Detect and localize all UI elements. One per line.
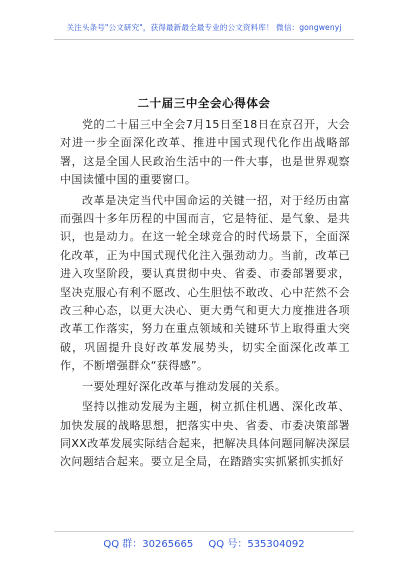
header-promo-note: 关注头条号"公文研究"，获得最新最全最专业的公文资料库！ 微信：gongwenyj [66,23,342,32]
paragraph-reform: 改革是决定当代中国命运的关键一招，对于经历由富而强四十多年历程的中国而言，它是特征、是气象、是共识，也是动力。在这一轮全球竞合的时代场景下，全面深化改革，正为中国式现代化注入强劲动力。当前，改革已进入攻坚阶段，要认真贯彻中央、省委、市委部署要求，坚决克服心有利不愿改、心生胆怯不敢改、心中茫然不会改三种心态，以更大决心、更大勇气和更大力度推进各项改革工作落实，努力在重点领域和关键环节上取得重大突破，巩固提升良好改革发展势头，切实全面深化改革工作，不断增强群众“获得感”。 [60,193,350,373]
qq-group-number: QQ 群：30265665 [103,539,194,550]
document-body [60,116,350,474]
paragraph-intro: 党的二十届三中全会7月15日至18日在京召开，大会对进一步全面深化改革、推进中国式现代化作出战略部署，这是全国人民政治生活中的一件大事，也是世界观察中国读懂中国的重要窗口。 [60,118,350,187]
document-title: 二十届三中全会心得体会 [137,96,271,110]
header-divider [54,39,354,40]
section-heading-1: 一要处理好深化改革与推动发展的关系。 [82,379,287,393]
qq-account-number: QQ 号：535304092 [208,539,305,550]
paragraph-development: 坚持以推动发展为主题，树立抓住机遇、深化改革、加快发展的战略思想，把落实中央、省委、市委决策部署同XX改革发展实际结合起来，把解决具体问题同解决深层次问题结合起来。要立足全局，在踏踏实实抓紧抓实抓好 [60,400,350,469]
footer-contact [0,535,408,550]
footer-divider [54,531,354,532]
